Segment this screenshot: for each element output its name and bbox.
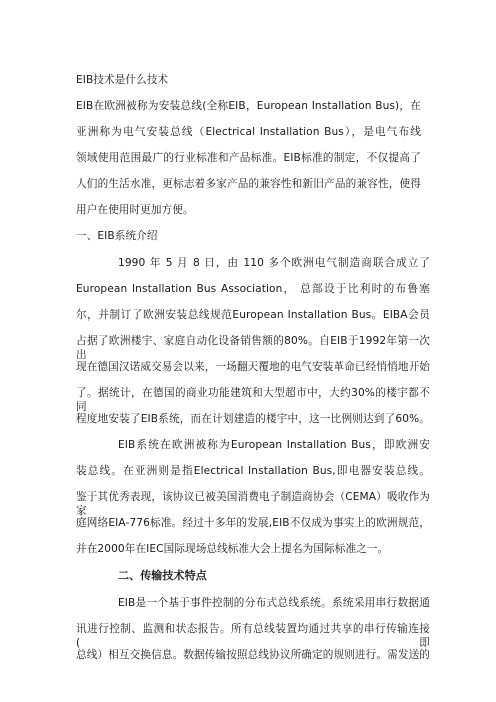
section-heading: 一、EIB系统介绍 bbox=[76, 230, 158, 242]
paragraph-line: 1990 年 5 月 8 日，由 110 多个欧洲电气制造商联合成立了 bbox=[118, 257, 430, 269]
paragraph-line: 庭网络EIA-776标准。经过十多年的发展,EIB不仅成为事实上的欧洲规范， bbox=[76, 517, 430, 529]
paragraph-line: 装总线。在亚洲则是指Electrical Installation Bus,即电器安装总线。 bbox=[76, 465, 430, 477]
paragraph-line: 程度地安装了EIB系统，而在计划建造的楼宇中，这一比例则达到了60%。 bbox=[76, 413, 430, 425]
paragraph-line: 鉴于其优秀表现，该协议已被美国消费电子制造商协会（CEMA）吸收作为家 bbox=[76, 491, 430, 517]
paragraph-line: 讯进行控制、监测和状态报告。所有总线装置均通过共享的串行传输连接(即 bbox=[76, 623, 430, 649]
paragraph-line: 总线）相互交换信息。数据传输按照总线协议所确定的规则进行。需发送的 bbox=[76, 649, 430, 661]
paragraph-line: EIB系统在欧洲被称为European Installation Bus，即欧洲安 bbox=[118, 439, 430, 451]
paragraph-line: EIB是一个基于事件控制的分布式总线系统。系统采用串行数据通 bbox=[118, 597, 430, 609]
paragraph-line: 了。据统计，在德国的商业功能建筑和大型超市中，大约30%的楼宇都不同 bbox=[76, 387, 430, 413]
paragraph-line: 人们的生活水准，更标志着多家产品的兼容性和新旧产品的兼容性，使得 bbox=[76, 178, 421, 190]
section-heading: 二、传输技术特点 bbox=[118, 569, 207, 582]
document-title: EIB技术是什么技术 bbox=[76, 74, 169, 86]
paragraph-line: 领域使用范围最广的行业标准和产品标准。EIB标准的制定，不仅提高了 bbox=[76, 152, 421, 164]
paragraph-line: EIB在欧洲被称为安装总线(全称EIB，European Installation Bus)，在 bbox=[76, 100, 421, 112]
paragraph-line: 占据了欧洲楼宇、家庭自动化设备销售额的80%。自EIB于1992年第一次出 bbox=[76, 335, 430, 361]
paragraph-line: European Installation Bus Association， 总部设于比利时的布鲁塞 bbox=[76, 283, 430, 295]
paragraph-line: 现在德国汉诺威交易会以来，一场翻天覆地的电气安装革命已经悄悄地开始 bbox=[76, 361, 430, 373]
paragraph-line: 尔，并制订了欧洲安装总线规范European Installation Bus。EIBA会员 bbox=[76, 309, 430, 321]
paragraph-line: 亚洲称为电气安装总线（Electrical Installation Bus），是电气布线 bbox=[76, 126, 421, 138]
paragraph-line: 用户在使用时更加方便。 bbox=[76, 204, 194, 216]
paragraph-line: 并在2000年在IEC国际现场总线标准大会上提名为国际标准之一。 bbox=[76, 543, 389, 555]
